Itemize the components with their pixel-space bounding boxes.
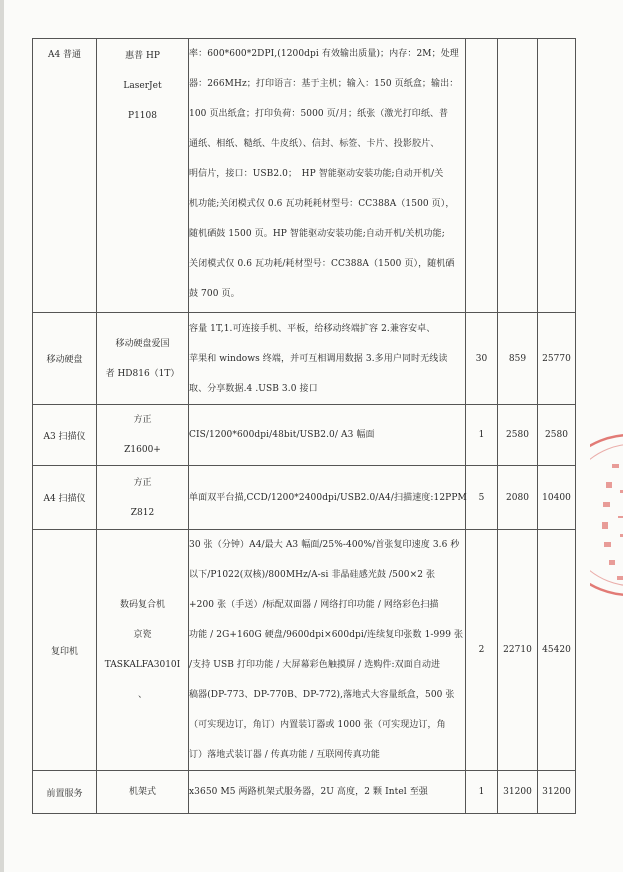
table-row bbox=[33, 771, 576, 814]
table-row bbox=[33, 530, 576, 771]
model-line: LaserJet bbox=[123, 81, 162, 91]
model-line: 、 bbox=[137, 690, 147, 700]
spec-line: 100 页出纸盒；打印负荷：5000 页/月；纸张（激光打印纸、普 bbox=[189, 109, 449, 119]
spec-line: 订）落地式装订器 / 传真功能 / 互联网传真功能 bbox=[189, 750, 381, 760]
spec-line: 率：600*600*2DPI,(1200dpi 有效输出质量)；内存：2M；处理 bbox=[189, 49, 459, 59]
category-cell: A3 扫描仪 bbox=[33, 405, 97, 466]
equipment-table-body bbox=[33, 39, 576, 814]
spec-line: 容量 1T,1.可连接手机、平板，给移动终端扩容 2.兼容安卓、 bbox=[189, 323, 436, 334]
total-price-cell: 10400 bbox=[538, 466, 576, 530]
model-cell bbox=[97, 530, 189, 771]
spec-line: 功能 / 2G+160G 硬盘/9600dpi×600dpi/连续复印张数 1-999 张 bbox=[189, 630, 464, 640]
model-line: 数码复合机 bbox=[119, 600, 165, 610]
category-cell: 移动硬盘 bbox=[33, 313, 97, 405]
model-cell bbox=[97, 39, 189, 313]
model-cell bbox=[97, 313, 189, 405]
spec-line: 单面双平台描,CCD/1200*2400dpi/USB2.0/A4/扫描速度:12PPM bbox=[189, 492, 467, 503]
unit-price-cell: 2580 bbox=[498, 405, 538, 466]
spec-line: 取、分享数据.4 .USB 3.0 接口 bbox=[189, 383, 318, 394]
total-price-cell: 2580 bbox=[538, 405, 576, 466]
unit-price-cell: 859 bbox=[498, 313, 538, 405]
total-price-cell bbox=[538, 39, 576, 313]
model-line: 惠普 HP bbox=[125, 51, 160, 61]
spec-line: 30 张（分钟）A4/最大 A3 幅面/25%-400%/首张复印速度 3.6 秒 bbox=[189, 540, 460, 550]
quantity-cell bbox=[466, 39, 498, 313]
spec-line: /支持 USB 打印功能 / 大屏幕彩色触摸屏 / 选购件:双面自动进 bbox=[189, 660, 441, 670]
spec-line: x3650 M5 两路机架式服务器，2U 高度，2 颗 Intel 至强 bbox=[189, 787, 428, 797]
model-cell bbox=[97, 466, 189, 530]
model-line: 移动硬盘爱国 bbox=[115, 338, 170, 349]
model-cell bbox=[97, 771, 189, 814]
spec-line: 明信片，接口：USB2.0； HP 智能驱动安装功能;自动开机/关 bbox=[189, 169, 444, 179]
spec-cell bbox=[189, 466, 466, 530]
model-line: TASKALFA3010I bbox=[104, 660, 181, 670]
model-line: 机架式 bbox=[128, 787, 156, 797]
spec-line: CIS/1200*600dpi/48bit/USB2.0/ A3 幅面 bbox=[189, 430, 375, 440]
spec-line: 鼓 700 页。 bbox=[189, 289, 240, 299]
quantity-cell: 1 bbox=[466, 771, 498, 814]
spec-line: 苹果和 windows 终端，并可互相调用数据 3.多用户同时无线读 bbox=[189, 353, 448, 364]
spec-cell bbox=[189, 405, 466, 466]
spec-line: +200 张（手送）/标配双面器 / 网络打印功能 / 网络彩色扫描 bbox=[189, 600, 439, 610]
spec-line: 机功能;关闭模式仅 0.6 瓦功耗耗材型号：CC388A（1500 页）， bbox=[189, 199, 455, 209]
model-line: 者 HD816（1T） bbox=[105, 368, 180, 379]
model-line: P1108 bbox=[128, 111, 157, 121]
total-price-cell: 45420 bbox=[538, 530, 576, 771]
spec-cell bbox=[189, 39, 466, 313]
page-binding-edge bbox=[0, 0, 4, 872]
unit-price-cell: 2080 bbox=[498, 466, 538, 530]
spec-line: 关闭模式仅 0.6 瓦功耗/耗材型号：CC388A（1500 页），随机硒 bbox=[189, 259, 455, 269]
quantity-cell: 2 bbox=[466, 530, 498, 771]
model-line: 方正 bbox=[133, 477, 152, 488]
category-cell: 前置服务 bbox=[33, 771, 97, 814]
model-line: Z812 bbox=[130, 507, 155, 518]
category-cell: A4 普通 bbox=[33, 39, 97, 313]
quantity-cell: 5 bbox=[466, 466, 498, 530]
unit-price-cell bbox=[498, 39, 538, 313]
spec-line: 以下/P1022(双核)/800MHz/A-si 非晶硅感光鼓 /500×2 张 bbox=[189, 570, 436, 580]
equipment-table bbox=[32, 38, 576, 814]
category-cell: 复印机 bbox=[33, 530, 97, 771]
spec-line: 通纸、相纸、糙纸、牛皮纸）、信封、标签、卡片、投影胶片、 bbox=[189, 139, 440, 149]
table-row bbox=[33, 405, 576, 466]
total-price-cell: 25770 bbox=[538, 313, 576, 405]
spec-line: 随机硒鼓 1500 页。HP 智能驱动安装功能;自动开机/关机功能; bbox=[189, 229, 445, 239]
quantity-cell: 30 bbox=[466, 313, 498, 405]
table-row bbox=[33, 39, 576, 313]
category-cell: A4 扫描仪 bbox=[33, 466, 97, 530]
spec-line: （可实现边订，角订）内置装订器或 1000 张（可实现边订，角 bbox=[189, 720, 446, 730]
unit-price-cell: 22710 bbox=[498, 530, 538, 771]
official-seal-stamp bbox=[590, 430, 623, 600]
model-line: 京瓷 bbox=[133, 630, 152, 640]
quantity-cell: 1 bbox=[466, 405, 498, 466]
spec-cell bbox=[189, 771, 466, 814]
table-row bbox=[33, 466, 576, 530]
model-cell bbox=[97, 405, 189, 466]
spec-line: 稿器(DP-773、DP-770B、DP-772),落地式大容量纸盒，500 张 bbox=[189, 690, 455, 700]
model-line: Z1600+ bbox=[124, 445, 161, 455]
table-row bbox=[33, 313, 576, 405]
total-price-cell: 31200 bbox=[538, 771, 576, 814]
spec-cell bbox=[189, 313, 466, 405]
spec-cell bbox=[189, 530, 466, 771]
unit-price-cell: 31200 bbox=[498, 771, 538, 814]
model-line: 方正 bbox=[133, 415, 152, 425]
spec-line: 器：266MHz；打印语言：基于主机；输入：150 页纸盒；输出： bbox=[189, 79, 459, 89]
